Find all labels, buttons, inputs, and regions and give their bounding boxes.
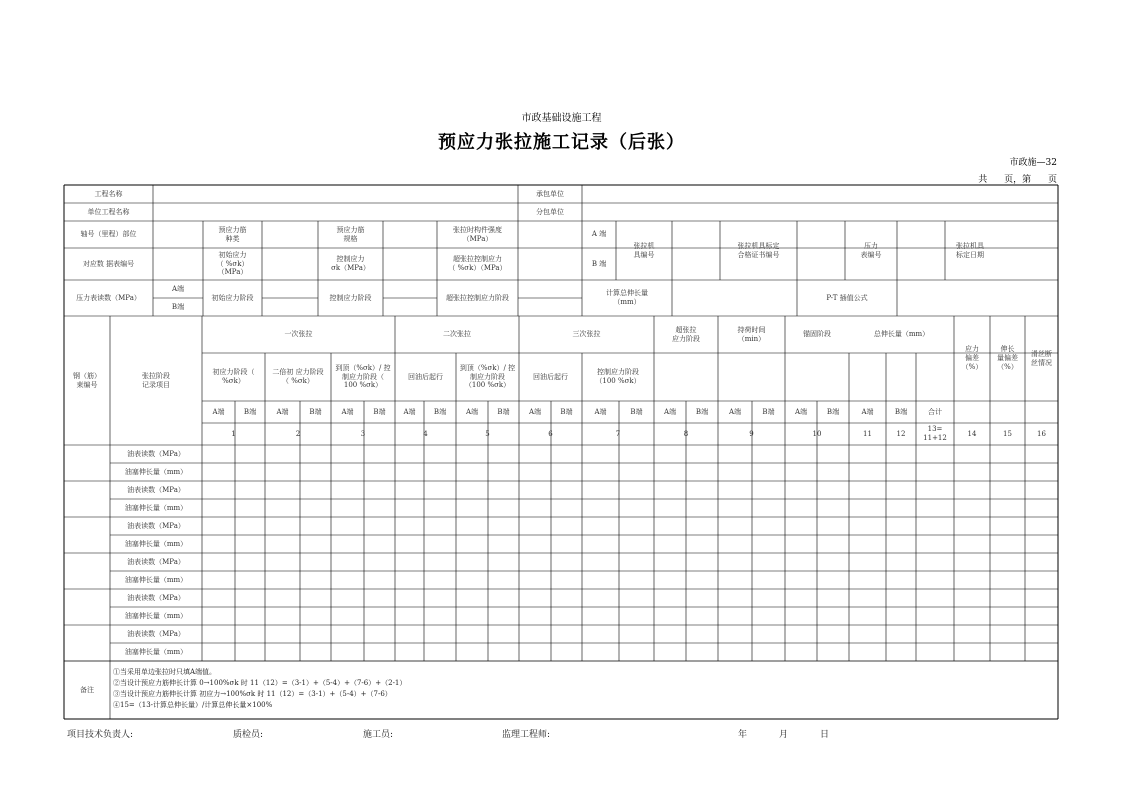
footer-month: 月	[779, 730, 789, 740]
gauge-reading-label: 压力表读数（MPa）	[76, 293, 141, 302]
table-row-label: 油表读数（MPa）	[127, 629, 185, 638]
hold-time-label: 持荷时间 （min）	[737, 325, 766, 343]
column-number: 8	[683, 429, 689, 438]
first-tension-label: 一次张拉	[284, 330, 313, 339]
footer-tech-lead: 项目技术负责人:	[67, 730, 134, 740]
end-a-header: A端	[663, 407, 677, 416]
table-row-label: 油表读数（MPa）	[127, 557, 185, 566]
column-number: 9	[749, 429, 754, 438]
end-b-header: B端	[762, 407, 775, 416]
footer-constructor: 施工员:	[363, 730, 394, 740]
end-a-label: A端	[171, 284, 185, 293]
form-number: 市政施—32	[1009, 158, 1057, 168]
end-b-header: B端	[695, 407, 709, 416]
table-row-label: 油表读数（MPa）	[127, 593, 185, 602]
pt-formula-label: P-T 插值公式	[826, 293, 868, 302]
contractor-label: 承包单位	[536, 189, 564, 198]
note-line: ②当设计预应力筋伸长计算 0→100%σk 时 11（12）=（3-1）+（5-4）+（7-6）+（2-1）	[113, 679, 407, 687]
tendon-spec-label: 预应力筋 规格	[336, 225, 365, 243]
column-number: 13= 11+12	[923, 425, 947, 442]
gauge-no-label: 对应数 据表编号	[82, 259, 135, 268]
third-control-header: 控制应力阶段 （100 %σk）	[595, 368, 641, 385]
table-row-label: 油塞伸长量（mm）	[124, 647, 188, 656]
second-tension-label: 二次张拉	[443, 330, 471, 339]
init-stage-header: 初应力阶段（ %σk）	[212, 368, 255, 385]
end-b-header: B端	[309, 407, 322, 416]
anchor-stage-label: 锚固阶段	[803, 330, 831, 339]
slip-label: 滑丝断 丝情况	[1031, 349, 1052, 367]
double-init-header: 二倍初 应力阶段 （ %σk）	[272, 368, 324, 385]
end-a-header: A端	[794, 407, 808, 416]
end-a-header: A端	[528, 407, 542, 416]
end-a-header: A端	[465, 407, 479, 416]
column-number: 7	[615, 429, 621, 438]
axis-position-label: 轴号（里程）部位	[80, 230, 137, 239]
notes-text	[113, 667, 406, 711]
table-row-label: 油塞伸长量（mm）	[124, 467, 188, 476]
rebound-header: 回油后起行	[408, 372, 443, 381]
member-strength-label: 张拉时构件强度 （MPa）	[453, 225, 502, 243]
note-line: ④15=（13-计算总伸长量）/计算总伸长量×100%	[113, 701, 273, 709]
total-elong-label: 总伸长量（mm）	[873, 330, 930, 339]
notes-label: 备注	[80, 685, 94, 694]
end-b-header: B端	[826, 407, 840, 416]
control-stage-label: 控制应力阶段	[329, 293, 372, 302]
over-stage-label: 超张拉控制应力阶段	[446, 293, 509, 302]
note-line: ①当采用单边张拉时只填A端值。	[113, 668, 217, 676]
end-a-header: A端	[861, 407, 874, 416]
form-title: 预应力张拉施工记录（后张）	[438, 132, 685, 153]
control-stress-label: 控制应力 σk（MPa）	[331, 255, 370, 272]
page-suffix-label: 页	[1047, 175, 1057, 185]
table-row-label: 油塞伸长量（mm）	[124, 503, 188, 512]
table-row-label: 油表读数（MPa）	[127, 521, 185, 530]
end-a-header: A端	[594, 407, 607, 416]
column-number: 1	[231, 429, 236, 438]
second-top-header: 到顶（%σk）/ 控 制应力阶段 （100 %σk）	[459, 363, 516, 390]
end-b-header: B端	[373, 407, 386, 416]
elong-dev-label: 伸长 量偏差 （%）	[997, 345, 1018, 371]
end-b-header: B端	[243, 407, 257, 416]
initial-stress-label: 初始应力 （ %σk） （MPa）	[216, 250, 249, 277]
page-total-label: 共	[978, 175, 988, 185]
table-row-label: 油塞伸长量（mm）	[124, 611, 188, 620]
over-control-stress-label: 超张拉控制应力 （ %σk）（MPa）	[448, 255, 507, 272]
end-a-header: A端	[403, 407, 416, 416]
page-current-label: 页，第	[1004, 175, 1032, 185]
init-stage-label: 初始应力阶段	[211, 293, 254, 302]
table-row-label: 油塞伸长量（mm）	[124, 539, 188, 548]
column-number: 3	[360, 429, 366, 438]
first-top-header: 到顶（%σk）/ 控 制应力阶段（ 100 %σk）	[335, 363, 391, 390]
tendon-type-label: 预应力筋 种类	[218, 225, 247, 243]
tendon-no-label: 钢（筋） 束编号	[73, 371, 101, 389]
project-name-label: 工程名称	[94, 189, 123, 198]
rebound2-header: 回油后起行	[533, 372, 568, 381]
column-number: 10	[812, 429, 822, 438]
note-line: ③当设计预应力筋伸长计算 初应力→100%σk 时 11（12）=（3-1）+（5-4）+（7-6）	[113, 690, 392, 698]
end-b-header: B端	[630, 407, 643, 416]
unit-project-name-label: 单位工程名称	[87, 207, 130, 216]
column-number: 6	[548, 429, 553, 438]
stage-item-label: 张拉阶段 记录项目	[142, 371, 170, 389]
subcontractor-label: 分包单位	[536, 207, 564, 216]
jack-cert-label: 张拉机具标定 合格证书编号	[737, 241, 780, 259]
end-b-header: B端	[560, 407, 573, 416]
form-subtitle: 市政基础设施工程	[521, 113, 602, 124]
end-b-header: B端	[894, 407, 908, 416]
gauge-table-no-label: 压力 表编号	[860, 241, 882, 259]
column-number: 5	[485, 429, 490, 438]
column-number: 2	[295, 429, 301, 438]
column-number: 12	[896, 429, 906, 438]
footer-day: 日	[820, 730, 830, 740]
column-number: 11	[863, 429, 872, 438]
column-number: 16	[1037, 429, 1046, 438]
table-row-label: 油表读数（MPa）	[127, 449, 185, 458]
jack-no-label: 张拉机 具编号	[633, 241, 655, 259]
footer-year: 年	[738, 730, 748, 740]
third-tension-label: 三次张拉	[572, 330, 601, 339]
end-a-header: A端	[341, 407, 354, 416]
jack-cal-date-label: 张拉机具 标定日期	[956, 241, 984, 259]
end-b-header: B端	[497, 407, 510, 416]
end-b-label: B 端	[591, 259, 607, 268]
column-number: 4	[423, 429, 428, 438]
table-row-label: 油塞伸长量（mm）	[124, 575, 188, 584]
table-row-label: 油表读数（MPa）	[127, 485, 185, 494]
stress-dev-label: 应力 偏差 （%）	[961, 345, 983, 371]
column-number: 14	[967, 429, 977, 438]
end-a-label: A 端	[591, 230, 607, 239]
total-header: 合计	[928, 407, 942, 416]
end-b-label: B端	[171, 302, 185, 311]
end-a-header: A端	[276, 407, 289, 416]
over-stage-label: 超张拉 应力阶段	[672, 325, 700, 343]
footer-inspector: 质检员:	[233, 730, 264, 740]
calc-elong-label: 计算总伸长量 （mm）	[606, 289, 648, 306]
end-a-header: A端	[728, 407, 742, 416]
footer-supervisor: 监理工程师:	[502, 730, 551, 740]
end-a-header: A端	[212, 407, 225, 416]
column-number: 15	[1003, 429, 1012, 438]
end-b-header: B端	[433, 407, 447, 416]
